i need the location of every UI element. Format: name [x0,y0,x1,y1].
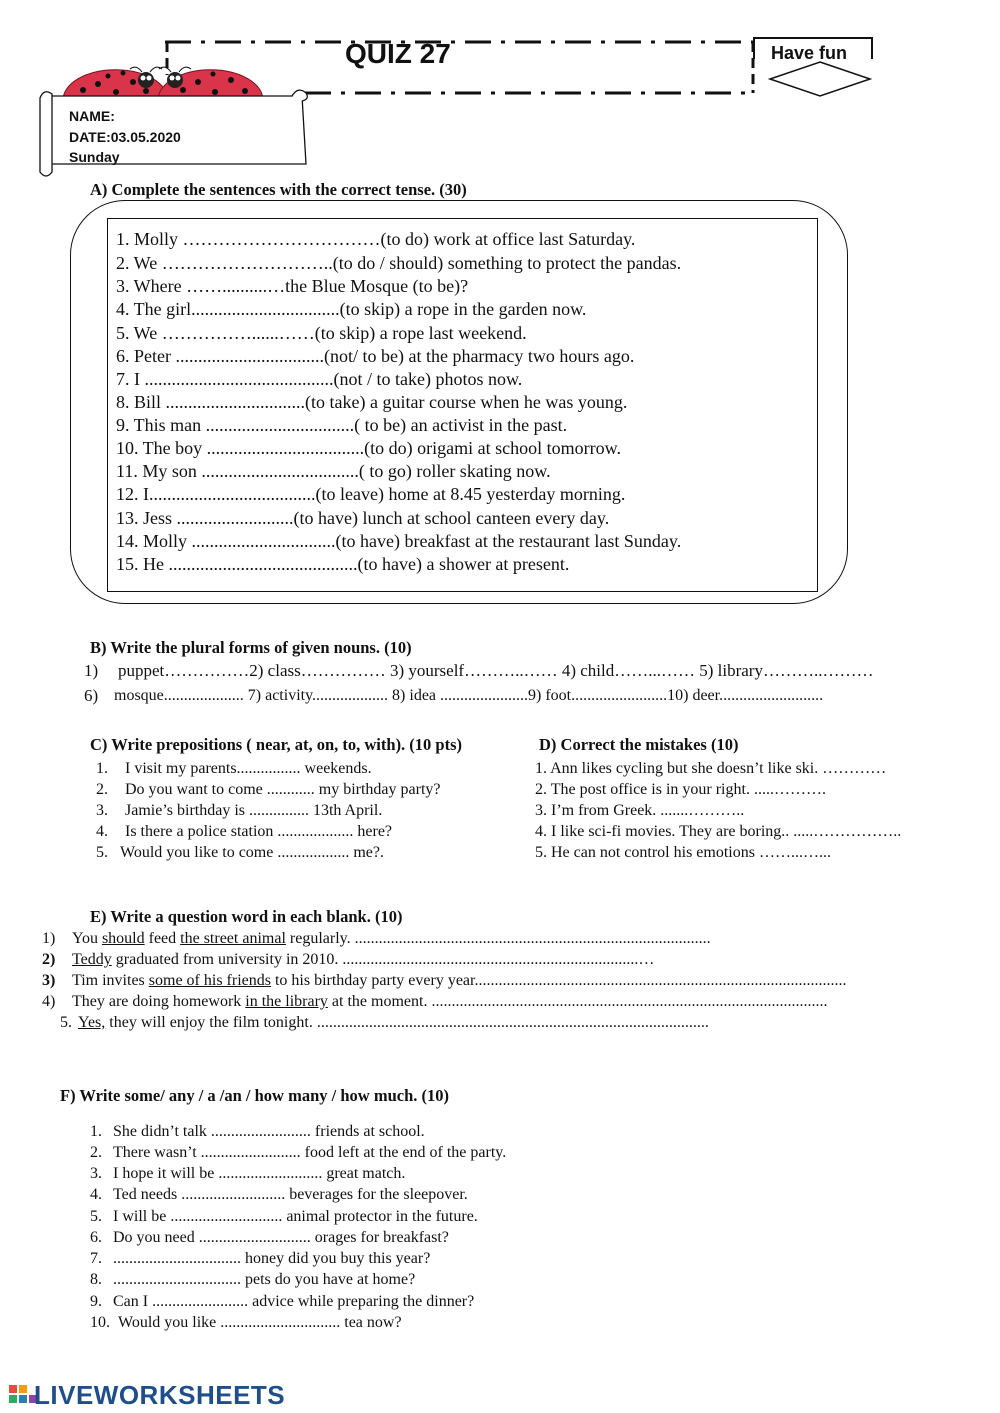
list-item [72,929,711,949]
underlined-phrase: some of his friends [148,972,271,989]
list-item-num: 5. [90,1208,102,1225]
list-item-num: 3) [42,972,56,989]
list-item-num: 5. [96,844,108,861]
list-item: 10. The boy ...................................(to do) origami at school tomorrow. [116,438,621,458]
list-item-num: 8. [90,1271,102,1288]
list-item: 5. He can not control his emotions ……...…... [535,844,831,861]
item-text-post: regularly. ......................................................................................... [285,930,711,947]
list-item: Do you want to come ............ my birthday party? [125,781,441,798]
section-b-row1: puppet……………2) class…………… 3) yourself………..…… 4) child……...…… 5) library………..……… [118,661,874,680]
list-item-num: 4) [42,993,56,1010]
list-item: 11. My son ...................................( to go) roller skating now. [116,461,551,481]
list-item: She didn’t talk ......................... friends at school. [113,1123,425,1140]
list-item [72,950,654,970]
item-text-mid: feed [144,930,181,947]
list-item: 7. I ..........................................(not / to take) photos now. [116,369,523,389]
section-e-heading: E) Write a question word in each blank. (10) [90,907,403,926]
list-item-num: 2. [96,781,108,798]
item-text-pre: Tim invites [72,972,149,989]
section-c-heading: C) Write prepositions ( near, at, on, to, with). (10 pts) [90,735,463,754]
item-text-pre: They are doing homework [72,993,246,1010]
item-text-mid: graduated from university in 2010. ..........................................................................… [111,951,655,968]
list-item: Ted needs .......................... beverages for the sleepover. [113,1186,468,1203]
section-b-heading: B) Write the plural forms of given nouns. (10) [90,638,412,657]
list-item: 3. I’m from Greek. .......……….. [535,802,745,819]
underlined-phrase: should [101,930,145,947]
list-item-num: 7. [90,1250,102,1267]
list-item-num: 3. [96,802,108,819]
list-item: 6. Peter .................................(not/ to be) at the pharmacy two hours ago. [116,346,635,366]
list-item-num: 2. [90,1144,102,1161]
date-label: DATE:03.05.2020 [69,129,181,145]
list-item: I visit my parents................ weekends. [125,760,372,777]
list-item-num: 6. [90,1229,102,1246]
section-b-row2-num: 6) [84,686,99,705]
list-item [72,992,827,1012]
list-item: 15. He ..........................................(to have) a shower at present. [116,554,570,574]
list-item: 12. I.....................................(to leave) home at 8.45 yesterday morning. [116,484,626,504]
list-item: 1. Molly ……………………………(to do) work at office last Saturday. [116,229,636,249]
list-item [78,1013,709,1033]
list-item-num: 2) [42,951,56,968]
list-item: 5. We ……………......……(to skip) a rope last weekend. [116,323,527,343]
list-item: Can I ........................ advice while preparing the dinner? [113,1293,475,1310]
item-text-mid: they will enjoy the film tonight. .................................................................................................. [105,1014,709,1031]
list-item: I will be ............................ animal protector in the future. [113,1208,478,1225]
name-label: NAME: [69,108,115,124]
list-item: 1. Ann likes cycling but she doesn’t like ski. ………… [535,760,887,777]
list-item: 2. We ………………………..(to do / should) something to protect the pandas. [116,253,682,273]
have-fun-box [753,37,873,59]
section-b-row1-num: 1) [84,661,99,680]
list-item: Would you like .............................. tea now? [118,1314,402,1331]
list-item: ................................ honey did you buy this year? [113,1250,431,1267]
have-fun-label: Have fun [771,43,848,59]
list-item-num: 4. [90,1186,102,1203]
underlined-phrase: the street animal [180,930,286,947]
list-item-num: 1. [96,760,108,777]
list-item: 4. The girl.................................(to skip) a rope in the garden now. [116,299,587,319]
section-f-heading: F) Write some/ any / a /an / how many / how much. (10) [60,1086,449,1105]
list-item: 2. The post office is in your right. .....………. [535,781,826,798]
list-item: ................................ pets do you have at home? [113,1271,416,1288]
list-item: Do you need ............................ orages for breakfast? [113,1229,449,1246]
list-item: I hope it will be .......................... great match. [113,1165,406,1182]
item-text-mid: to his birthday party every year............................................................................................. [270,972,847,989]
list-item: There wasn’t ......................... food left at the end of the party. [113,1144,507,1161]
list-item: 13. Jess ..........................(to have) lunch at school canteen every day. [116,508,610,528]
diamond-icon [765,60,875,100]
list-item-num: 3. [90,1165,102,1182]
list-item: 4. I like sci-fi movies. They are boring.. .....…………….. [535,823,902,840]
list-item: 3. Where ……..........…the Blue Mosque (to be)? [116,276,469,296]
list-item: Jamie’s birthday is ............... 13th April. [125,802,383,819]
page-title: QUIZ 27 [345,38,451,69]
list-item-num: 10. [90,1314,110,1331]
brand-logo-text: LIVEWORKSHEETS [34,1380,286,1410]
list-item [72,971,846,991]
list-item-num: 5. [60,1014,72,1031]
section-d-heading: D) Correct the mistakes (10) [539,735,739,754]
list-item: 9. This man .................................( to be) an activist in the past. [116,415,568,435]
list-item: Is there a police station ................... here? [125,823,393,840]
list-item-num: 4. [96,823,108,840]
item-text-mid: at the moment. ................................................................................................... [327,993,828,1010]
underlined-phrase: Yes, [78,1014,106,1031]
list-item: 14. Molly ................................(to have) breakfast at the restaurant last Sunday. [116,531,682,551]
list-item-num: 1. [90,1123,102,1140]
list-item: Would you like to come .................. me?. [120,844,384,861]
list-item-num: 9. [90,1293,102,1310]
list-item: 8. Bill ...............................(to take) a guitar course when he was young. [116,392,628,412]
underlined-phrase: Teddy [72,951,112,968]
section-a-heading: A) Complete the sentences with the correct tense. (30) [90,180,467,199]
list-item-num: 1) [42,930,56,947]
section-b-row2: mosque.................... 7) activity................... 8) idea ......................9) foot........................10) deer.......................... [114,687,824,704]
day-label: Sunday [69,149,120,165]
underlined-phrase: in the library [245,993,328,1010]
item-text-pre: You [72,930,102,947]
